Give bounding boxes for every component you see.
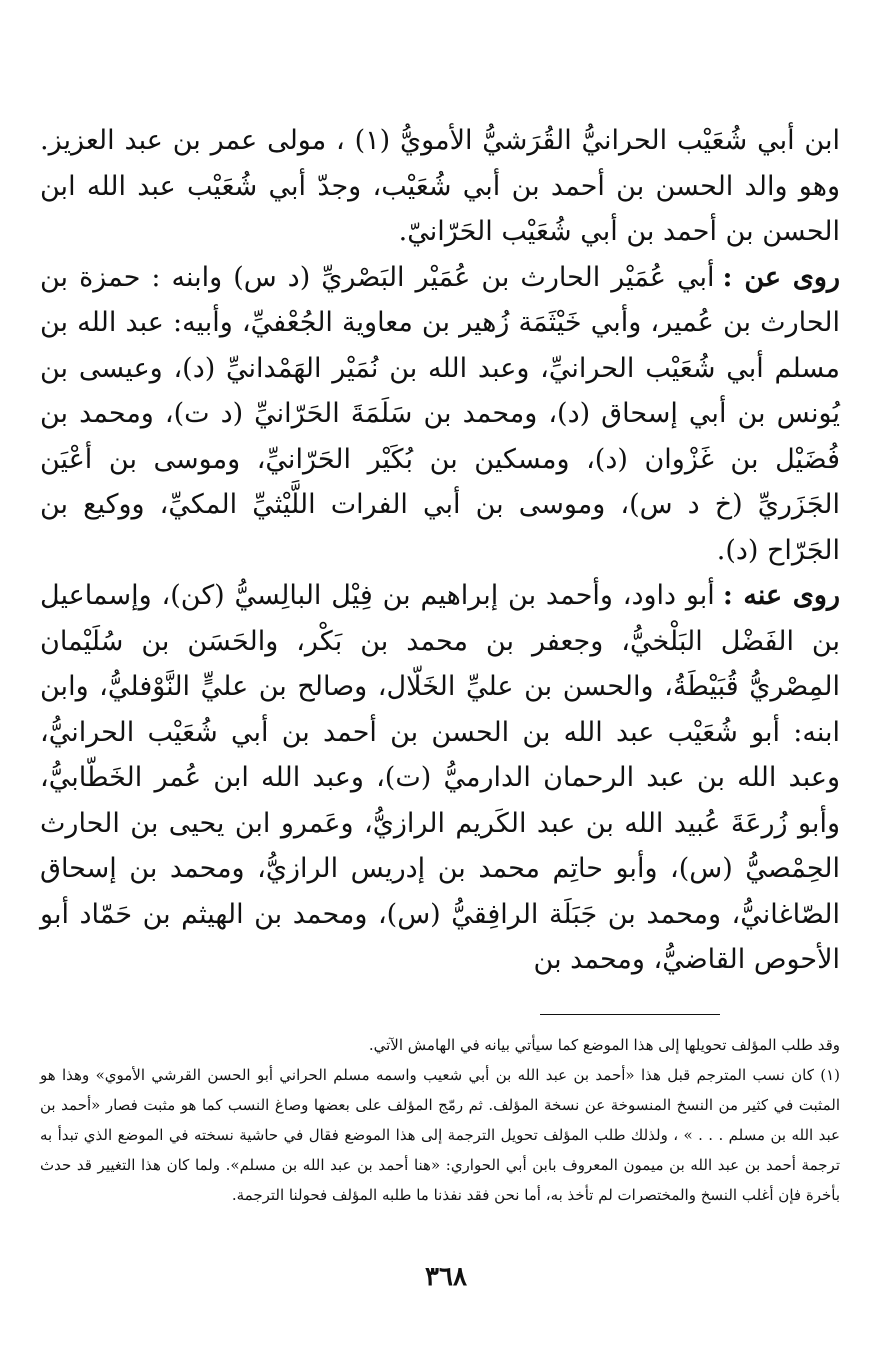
narrated-by-text: أبو داود، وأحمد بن إبراهيم بن فِيْل البالِسيُّ (كن)، وإسماعيل بن الفَضْل البَلْخيُّ، وجعفر بن محمد بن بَكْر، والحَسَن بن سُلَيْمان المِصْريُّ قُبَيْطَةُ، والحسن بن عليِّ الخَلّال، وصالح بن عليٍّ النَّوْفليُّ، وابن ابنه: أبو شُعَيْب عبد الله بن الحسن بن أحمد بن أبي شُعَيْب الحرانيُّ، وعبد الله بن عبد الرحمان الدارميُّ (ت)، وعبد الله ابن عُمر الخَطّابيُّ، وأبو زُرعَةَ عُبيد الله بن عبد الكَريم الرازيُّ، وعَمرو ابن يحيى بن الحارث الحِمْصيُّ (س)، وأبو حاتِم محمد بن إدريس الرازيُّ، ومحمد بن إسحاق الصّاغانيُّ، ومحمد بن جَبَلَة الرافِقيُّ (س)، ومحمد بن الهيثم بن حَمّاد أبو الأحوص القاضيُّ، ومحمد بن <box>40 580 840 975</box>
footnote-continuation: وقد طلب المؤلف تحويلها إلى هذا الموضع كما سيأتي بيانه في الهامش الآتي. <box>368 1036 840 1054</box>
biography-intro: ابن أبي شُعَيْب الحرانيُّ القُرَشيُّ الأمويُّ (١) ، مولى عمر بن عبد العزيز. وهو والد الحسن بن أحمد بن أبي شُعَيْب، وجدّ أبي شُعَيْب عبد الله ابن الحسن بن أحمد بن أبي شُعَيْب الحَرّانيّ. <box>40 125 840 247</box>
footnote-divider <box>540 1014 720 1015</box>
page-number: ٣٦٨ <box>425 1262 467 1292</box>
narrated-from-text: أبي عُمَيْر الحارث بن عُمَيْر البَصْريِّ (د س) وابنه : حمزة بن الحارث بن عُمير، وأبي خَيْثَمَة زُهير بن معاوية الجُعْفيِّ، وأبيه: عبد الله بن مسلم أبي شُعَيْب الحرانيِّ، وعبد الله بن نُمَيْر الهَمْدانيِّ (د)، وعيسى بن يُونس بن أبي إسحاق (د)، ومحمد بن سَلَمَةَ الحَرّانيِّ (د ت)، ومحمد بن فُضَيْل بن غَزْوان (د)، ومسكين بن بُكَيْر الحَرّانيِّ، وموسى بن أعْيَن الجَزَريِّ (خ د س)، وموسى بن أبي الفرات اللَّيْثيِّ المكيِّ، ووكيع بن الجَرّاح (د). <box>40 261 840 566</box>
narrated-from-paragraph <box>40 255 840 574</box>
footnotes <box>40 1030 840 1210</box>
narrated-by-paragraph <box>40 573 840 983</box>
main-text <box>40 118 840 983</box>
footnote-1: (١) كان نسب المترجم قبل هذا «أحمد بن عبد الله بن أبي شعيب واسمه مسلم الحراني أبو الحسن القرشي الأموي» وهذا هو المثبت في كثير من النسخ المنسوخة عن نسخة المؤلف. ثم رمّج المؤلف على بعضها وصاغ النسب كما هو مثبت فصار «أحمد بن عبد الله بن مسلم . . . » ، ولذلك طلب المؤلف تحويل الترجمة إلى هذا الموضع فقال في حاشية نسخته في الموضع الذي تبدأ به ترجمة أحمد بن عبد الله بن ميمون المعروف بابن أبي الحواري: «هنا أحمد بن عبد الله بن مسلم». ولما كان هذا التغيير قد حدث بأخرة فإن أغلب النسخ والمختصرات لم تأخذ به، أما نحن فقد نفذنا ما طلبه المؤلف فحولنا الترجمة. <box>40 1066 840 1204</box>
narrated-by-label: روى عنه : <box>722 580 840 611</box>
narrated-from-label: روى عن : <box>722 261 841 293</box>
